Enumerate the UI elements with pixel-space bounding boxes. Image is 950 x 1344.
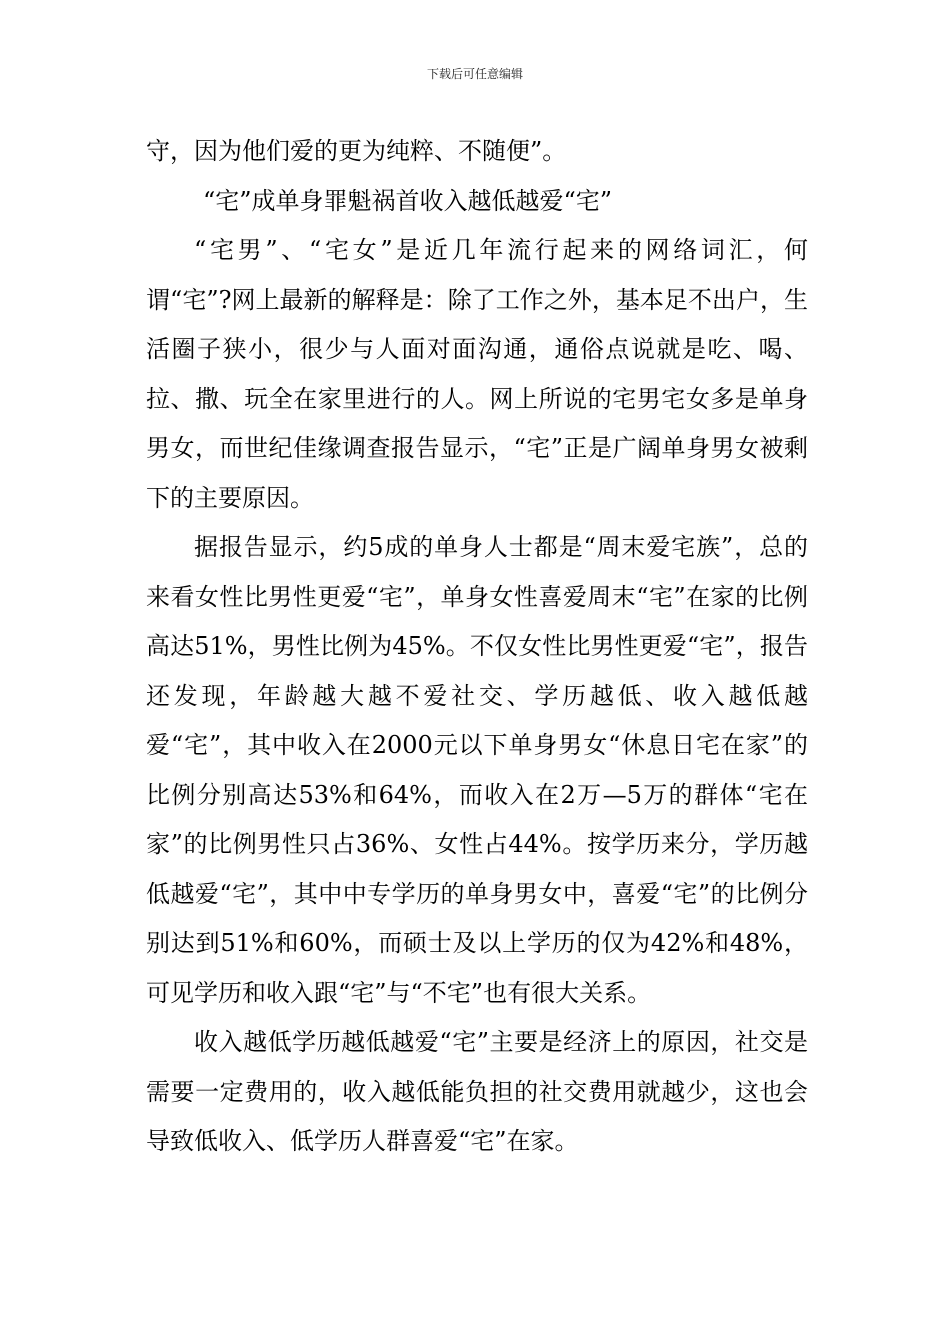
document-body <box>146 127 808 1167</box>
section-heading: “宅”成单身罪魁祸首收入越低越爱“宅” <box>203 186 613 215</box>
page-header: 下载后可任意编辑 <box>426 67 523 81</box>
paragraph-report-data: 据报告显示，约5成的单身人士都是“周末爱宅族”，总的来看女性比男性更爱“宅”，单身女性喜爱周末“宅”在家的比例高达51%，男性比例为45%。不仅女性比男性更爱“宅”，报告还发现，年龄越大越不爱社交、学历越低、收入越低越爱“宅”，其中收入在2000元以下单身男女“休息日宅在家”的比例分别高达53%和64%，而收入在2万—5万的群体“宅在家”的比例男性只占36%、女性占44%。按学历来分，学历越低越爱“宅”，其中中专学历的单身男女中，喜爱“宅”的比例分别达到51%和60%，而硕士及以上学历的仅为42%和48%，可见学历和收入跟“宅”与“不宅”也有很大关系。 <box>146 533 808 1007</box>
paragraph-conclusion: 收入越低学历越低越爱“宅”主要是经济上的原因，社交是需要一定费用的，收入越低能负担的社交费用就越少，这也会导致低收入、低学历人群喜爱“宅”在家。 <box>146 1028 808 1155</box>
paragraph-definition: “宅男”、“宅女”是近几年流行起来的网络词汇，何谓“宅”?网上最新的解释是：除了工作之外，基本足不出户，生活圈子狭小，很少与人面对面沟通，通俗点说就是吃、喝、拉、撒、玩全在家里进行的人。网上所说的宅男宅女多是单身男女，而世纪佳缘调查报告显示，“宅”正是广阔单身男女被剩下的主要原因。 <box>146 236 808 512</box>
paragraph-continuation: 守，因为他们爱的更为纯粹、不随便”。 <box>146 137 567 165</box>
